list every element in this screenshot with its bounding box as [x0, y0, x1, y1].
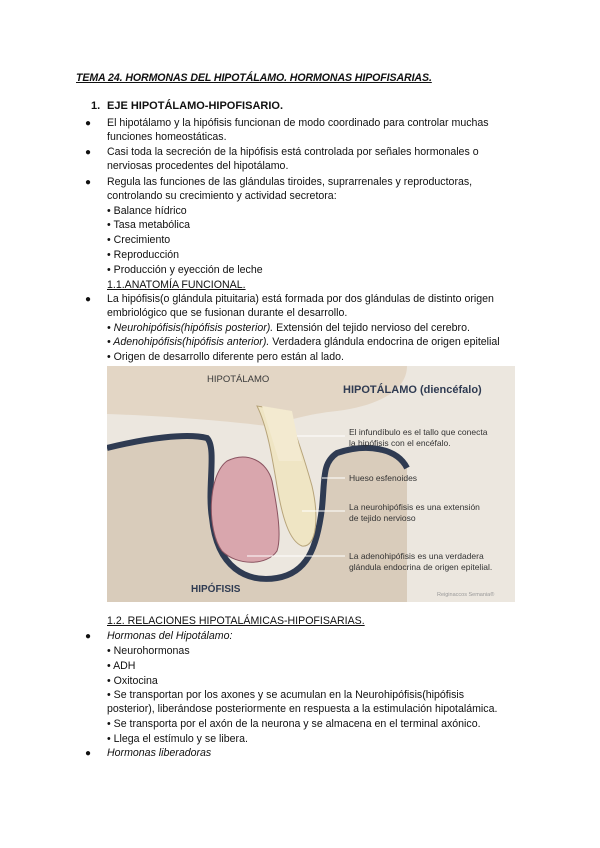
pituitary-illustration: [107, 366, 515, 602]
text-line: nerviosas procedentes del hipotálamo.: [107, 160, 289, 172]
list-item: • Neurohormonas: [107, 645, 190, 657]
list-item: • Tasa metabólica: [107, 219, 191, 231]
list-item: • Reproducción: [107, 249, 180, 261]
text-line: Regula las funciones de las glándulas tiroides, suprarrenales y reproductoras,: [107, 176, 473, 188]
list-item: • Oxitocina: [107, 675, 158, 687]
diagram-title: HIPOTÁLAMO (diencéfalo): [343, 384, 482, 396]
text-line: La hipófisis(o glándula pituitaria) está formada por dos glándulas de distinto origen: [107, 293, 494, 305]
text-line: embriológico que se fusionan durante el desarrollo.: [107, 307, 348, 319]
bullet-dot: ●: [85, 631, 92, 642]
hypophysis-label: HIPÓFISIS: [191, 584, 241, 595]
neurohipofisis-line: [107, 322, 470, 335]
figure-credit: Reiginaccos Semania®: [437, 592, 495, 598]
section-number: 1.: [91, 100, 101, 112]
text-line: posterior), liberándose posteriormente en respuesta a la estimulación hipotalámica.: [107, 703, 498, 715]
annotation-neuro: de tejido nervioso: [349, 513, 416, 523]
hypothalamus-label: HIPOTÁLAMO: [207, 374, 270, 385]
text-line: • Se transportan por los axones y se acumulan en la Neurohipófisis(hipófisis: [107, 689, 465, 701]
text-line: funciones homeostáticas.: [107, 131, 227, 143]
annotation-neuro: La neurohipófisis es una extensión: [349, 502, 480, 512]
bullet-dot: ●: [85, 294, 92, 305]
text-line: • Llega el estímulo y se libera.: [107, 733, 248, 745]
adenohipofisis-term: • Adenohipófisis(hipófisis anterior).: [107, 336, 270, 348]
section-heading: [91, 100, 283, 112]
bullet-dot: ●: [85, 177, 92, 188]
hormones-heading: Hormonas del Hipotálamo:: [107, 630, 233, 642]
pituitary-diagram: [107, 366, 515, 602]
neurohipofisis-term: • Neurohipófisis(hipófisis posterior).: [107, 322, 274, 334]
hormones-liberadoras: Hormonas liberadoras: [107, 747, 212, 759]
text-line: El hipotálamo y la hipófisis funcionan de modo coordinado para controlar muchas: [107, 117, 489, 129]
annotation-hueso: Hueso esfenoides: [349, 473, 418, 483]
list-item: • Balance hídrico: [107, 205, 187, 217]
subsection-heading: 1.1.ANATOMÍA FUNCIONAL.: [107, 279, 246, 291]
adenohypophysis-shape: [211, 457, 279, 562]
document-title: TEMA 24. HORMONAS DEL HIPOTÁLAMO. HORMONAS HIPOFISARIAS.: [76, 72, 432, 84]
neurohipofisis-desc: Extensión del tejido nervioso del cerebro.: [273, 322, 470, 334]
adenohipofisis-line: [107, 336, 500, 349]
annotation-infundibulo: El infundíbulo es el tallo que conecta: [349, 427, 488, 437]
list-item: • Producción y eyección de leche: [107, 264, 263, 276]
bullet-dot: ●: [85, 147, 92, 158]
subsection-heading: 1.2. RELACIONES HIPOTALÁMICAS-HIPOFISARIAS.: [107, 615, 365, 627]
annotation-adeno: La adenohipófisis es una verdadera: [349, 551, 484, 561]
bullet-dot: ●: [85, 748, 92, 759]
adenohipofisis-desc: Verdadera glándula endocrina de origen epitelial: [269, 336, 500, 348]
list-item: • Crecimiento: [107, 234, 171, 246]
bullet-dot: ●: [85, 118, 92, 129]
annotation-infundibulo: la hipófisis con el encéfalo.: [349, 438, 451, 448]
list-item: • ADH: [107, 660, 136, 672]
section-heading-text: EJE HIPOTÁLAMO-HIPOFISARIO.: [107, 100, 284, 112]
text-line: controlando su crecimiento y actividad secretora:: [107, 190, 337, 202]
text-line: Casi toda la secreción de la hipófisis está controlada por señales hormonales o: [107, 146, 479, 158]
annotation-adeno: glándula endocrina de origen epitelial.: [349, 562, 493, 572]
text-line: • Se transporta por el axón de la neurona y se almacena en el terminal axónico.: [107, 718, 481, 730]
text-line: • Origen de desarrollo diferente pero están al lado.: [107, 351, 344, 363]
